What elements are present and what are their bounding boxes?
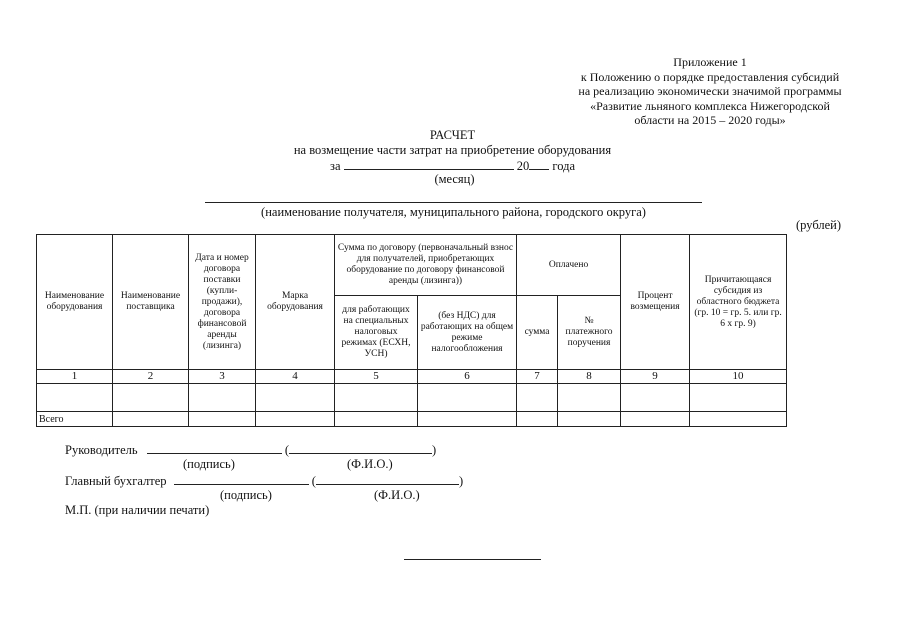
accountant-signature-caption: (подпись) xyxy=(220,488,272,502)
table-cell xyxy=(690,412,787,427)
header-payment-order: № платежного поручения xyxy=(558,296,621,370)
header-special-tax: для работающих на специальных налоговых режимах (ЕСХН, УСН) xyxy=(335,296,418,370)
column-number: 3 xyxy=(189,370,256,384)
table-cell xyxy=(621,412,690,427)
header-equipment-name: Наименование оборудования xyxy=(37,235,113,370)
appendix-line-3: на реализацию экономически значимой программы xyxy=(578,84,842,98)
table-cell xyxy=(690,384,787,412)
manager-signature-line: Руководитель ( ) xyxy=(65,443,437,457)
bottom-separator xyxy=(404,559,541,560)
accountant-signature-blank xyxy=(174,473,309,485)
units-label: (рублей) xyxy=(796,218,842,232)
total-row xyxy=(37,412,787,427)
manager-signature-caption: (подпись) xyxy=(183,457,235,471)
header-paid-sum: сумма xyxy=(517,296,558,370)
column-number: 8 xyxy=(558,370,621,384)
table-cell xyxy=(418,412,517,427)
period-suffix: года xyxy=(552,159,575,173)
header-reimbursement-percent: Процент возмещения xyxy=(621,235,690,370)
appendix-line-2: к Положению о порядке предоставления субсидий xyxy=(580,69,840,84)
accountant-name-caption: (Ф.И.О.) xyxy=(374,488,420,502)
table-cell xyxy=(517,384,558,412)
calculation-table xyxy=(36,234,787,427)
column-number: 4 xyxy=(256,370,335,384)
column-number: 1 xyxy=(37,370,113,384)
appendix-line-4: «Развитие льняного комплекса Нижегородской xyxy=(590,98,830,113)
manager-label: Руководитель xyxy=(65,443,138,457)
table-cell xyxy=(335,384,418,412)
accountant-signature-line: Главный бухгалтер ( ) xyxy=(65,474,464,488)
column-number: 9 xyxy=(621,370,690,384)
recipient-blank xyxy=(205,202,702,203)
header-paid: Оплачено xyxy=(517,235,621,296)
recipient-caption: (наименование получателя, муниципального района, городского округа) xyxy=(261,205,646,219)
header-contract-date: Дата и номер договора поставки (купли-продажи), договора финансовой аренды (лизинга) xyxy=(189,235,256,370)
manager-name-blank xyxy=(289,442,432,454)
column-number: 6 xyxy=(418,370,517,384)
table-cell xyxy=(256,412,335,427)
table-cell xyxy=(558,412,621,427)
appendix-line-1: Приложение 1 xyxy=(673,55,747,69)
column-number: 5 xyxy=(335,370,418,384)
manager-name-caption: (Ф.И.О.) xyxy=(347,457,393,471)
table-cell xyxy=(189,384,256,412)
column-number: 10 xyxy=(690,370,787,384)
period-prefix: за xyxy=(330,159,341,173)
document-subtitle: на возмещение части затрат на приобретение оборудования xyxy=(293,143,612,157)
header-contract-sum: Сумма по договору (первоначальный взнос для получателей, приобретающих оборудование по договору финансовой аренды (лизинга)) xyxy=(335,235,517,296)
document-title: РАСЧЕТ xyxy=(429,128,476,142)
accountant-name-blank xyxy=(316,473,459,485)
seal-note: М.П. (при наличии печати) xyxy=(65,503,210,517)
chief-accountant-label: Главный бухгалтер xyxy=(65,474,167,488)
table-cell xyxy=(558,384,621,412)
table-cell xyxy=(256,384,335,412)
table-cell xyxy=(189,412,256,427)
header-equipment-brand: Марка оборудования xyxy=(256,235,335,370)
manager-signature-blank xyxy=(147,442,282,454)
table-cell xyxy=(335,412,418,427)
period-year: 20 xyxy=(516,159,530,173)
year-blank xyxy=(529,158,549,170)
header-general-tax: (без НДС) для работающих на общем режиме налогообложения xyxy=(418,296,517,370)
table-cell xyxy=(113,412,189,427)
header-supplier-name: Наименование поставщика xyxy=(113,235,189,370)
table-cell xyxy=(621,384,690,412)
table-cell xyxy=(517,412,558,427)
appendix-line-5: области на 2015 – 2020 годы» xyxy=(634,113,786,127)
table-cell xyxy=(418,384,517,412)
table-row xyxy=(37,384,787,412)
header-subsidy-due: Причитающаяся субсидия из областного бюджета (гр. 10 = гр. 5. или гр. 6 х гр. 9) xyxy=(690,235,787,370)
month-blank xyxy=(344,158,514,170)
appendix-header xyxy=(520,55,900,128)
month-caption: (месяц) xyxy=(434,172,475,186)
total-label: Всего xyxy=(37,412,113,427)
column-number: 7 xyxy=(517,370,558,384)
table-cell xyxy=(113,384,189,412)
column-number: 2 xyxy=(113,370,189,384)
table-cell xyxy=(37,384,113,412)
column-number-row xyxy=(37,370,787,384)
